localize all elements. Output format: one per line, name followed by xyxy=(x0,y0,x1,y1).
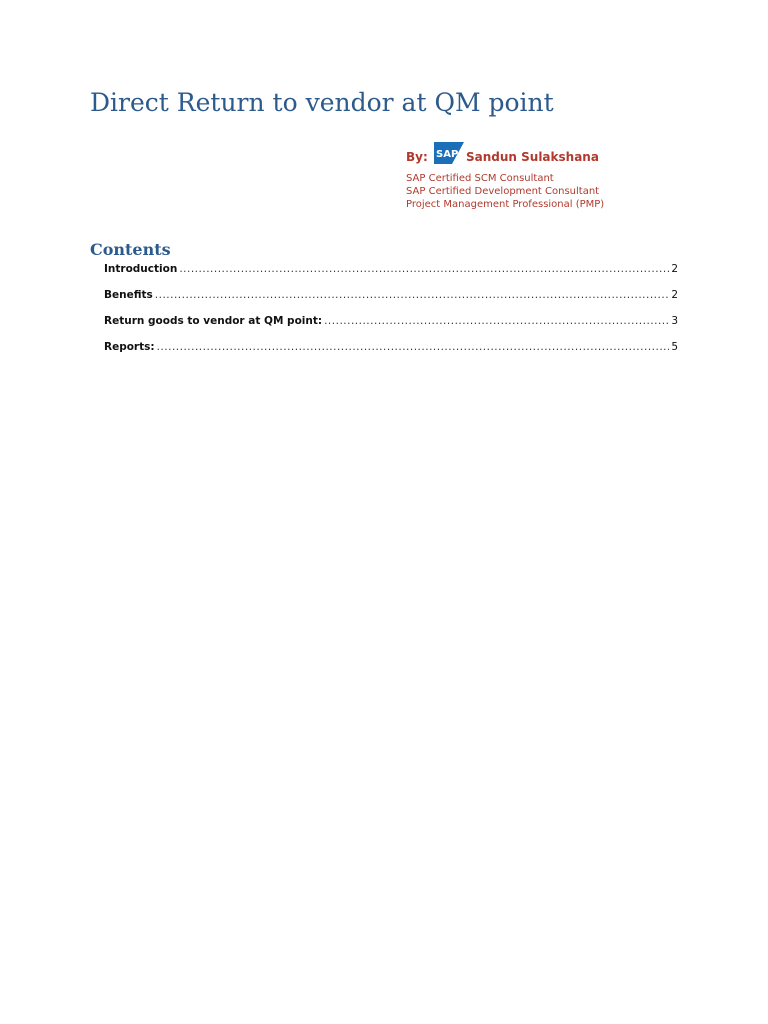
sap-logo xyxy=(434,142,464,164)
toc-leader xyxy=(157,341,670,353)
author-block xyxy=(406,142,706,211)
by-label: By: xyxy=(406,150,428,164)
toc-entry-label: Return goods to vendor at QM point: xyxy=(104,315,323,327)
toc-leader xyxy=(155,289,670,301)
author-credential-3: Project Management Professional (PMP) xyxy=(406,199,605,210)
toc-entry-return-goods[interactable] xyxy=(104,315,678,341)
document-title: Direct Return to vendor at QM point xyxy=(90,88,554,117)
author-name: Sandun Sulakshana xyxy=(466,150,599,164)
toc-entry-label: Introduction xyxy=(104,263,178,275)
toc-entry-reports[interactable] xyxy=(104,341,678,367)
contents-heading: Contents xyxy=(90,240,171,259)
toc-entry-label: Reports: xyxy=(104,341,155,353)
svg-text:SAP: SAP xyxy=(436,149,459,160)
toc-entry-benefits[interactable] xyxy=(104,289,678,315)
author-credential-1: SAP Certified SCM Consultant xyxy=(406,173,554,184)
toc-entry-label: Benefits xyxy=(104,289,153,301)
toc-entry-page: 5 xyxy=(671,341,678,353)
author-row xyxy=(406,142,706,172)
toc-entry-page: 3 xyxy=(671,315,678,327)
toc-entry-page: 2 xyxy=(671,263,678,275)
toc-entry-page: 2 xyxy=(671,289,678,301)
table-of-contents xyxy=(104,263,678,367)
toc-leader xyxy=(324,315,669,327)
toc-entry-introduction[interactable] xyxy=(104,263,678,289)
toc-leader xyxy=(179,263,669,275)
author-credential-2: SAP Certified Development Consultant xyxy=(406,186,600,197)
